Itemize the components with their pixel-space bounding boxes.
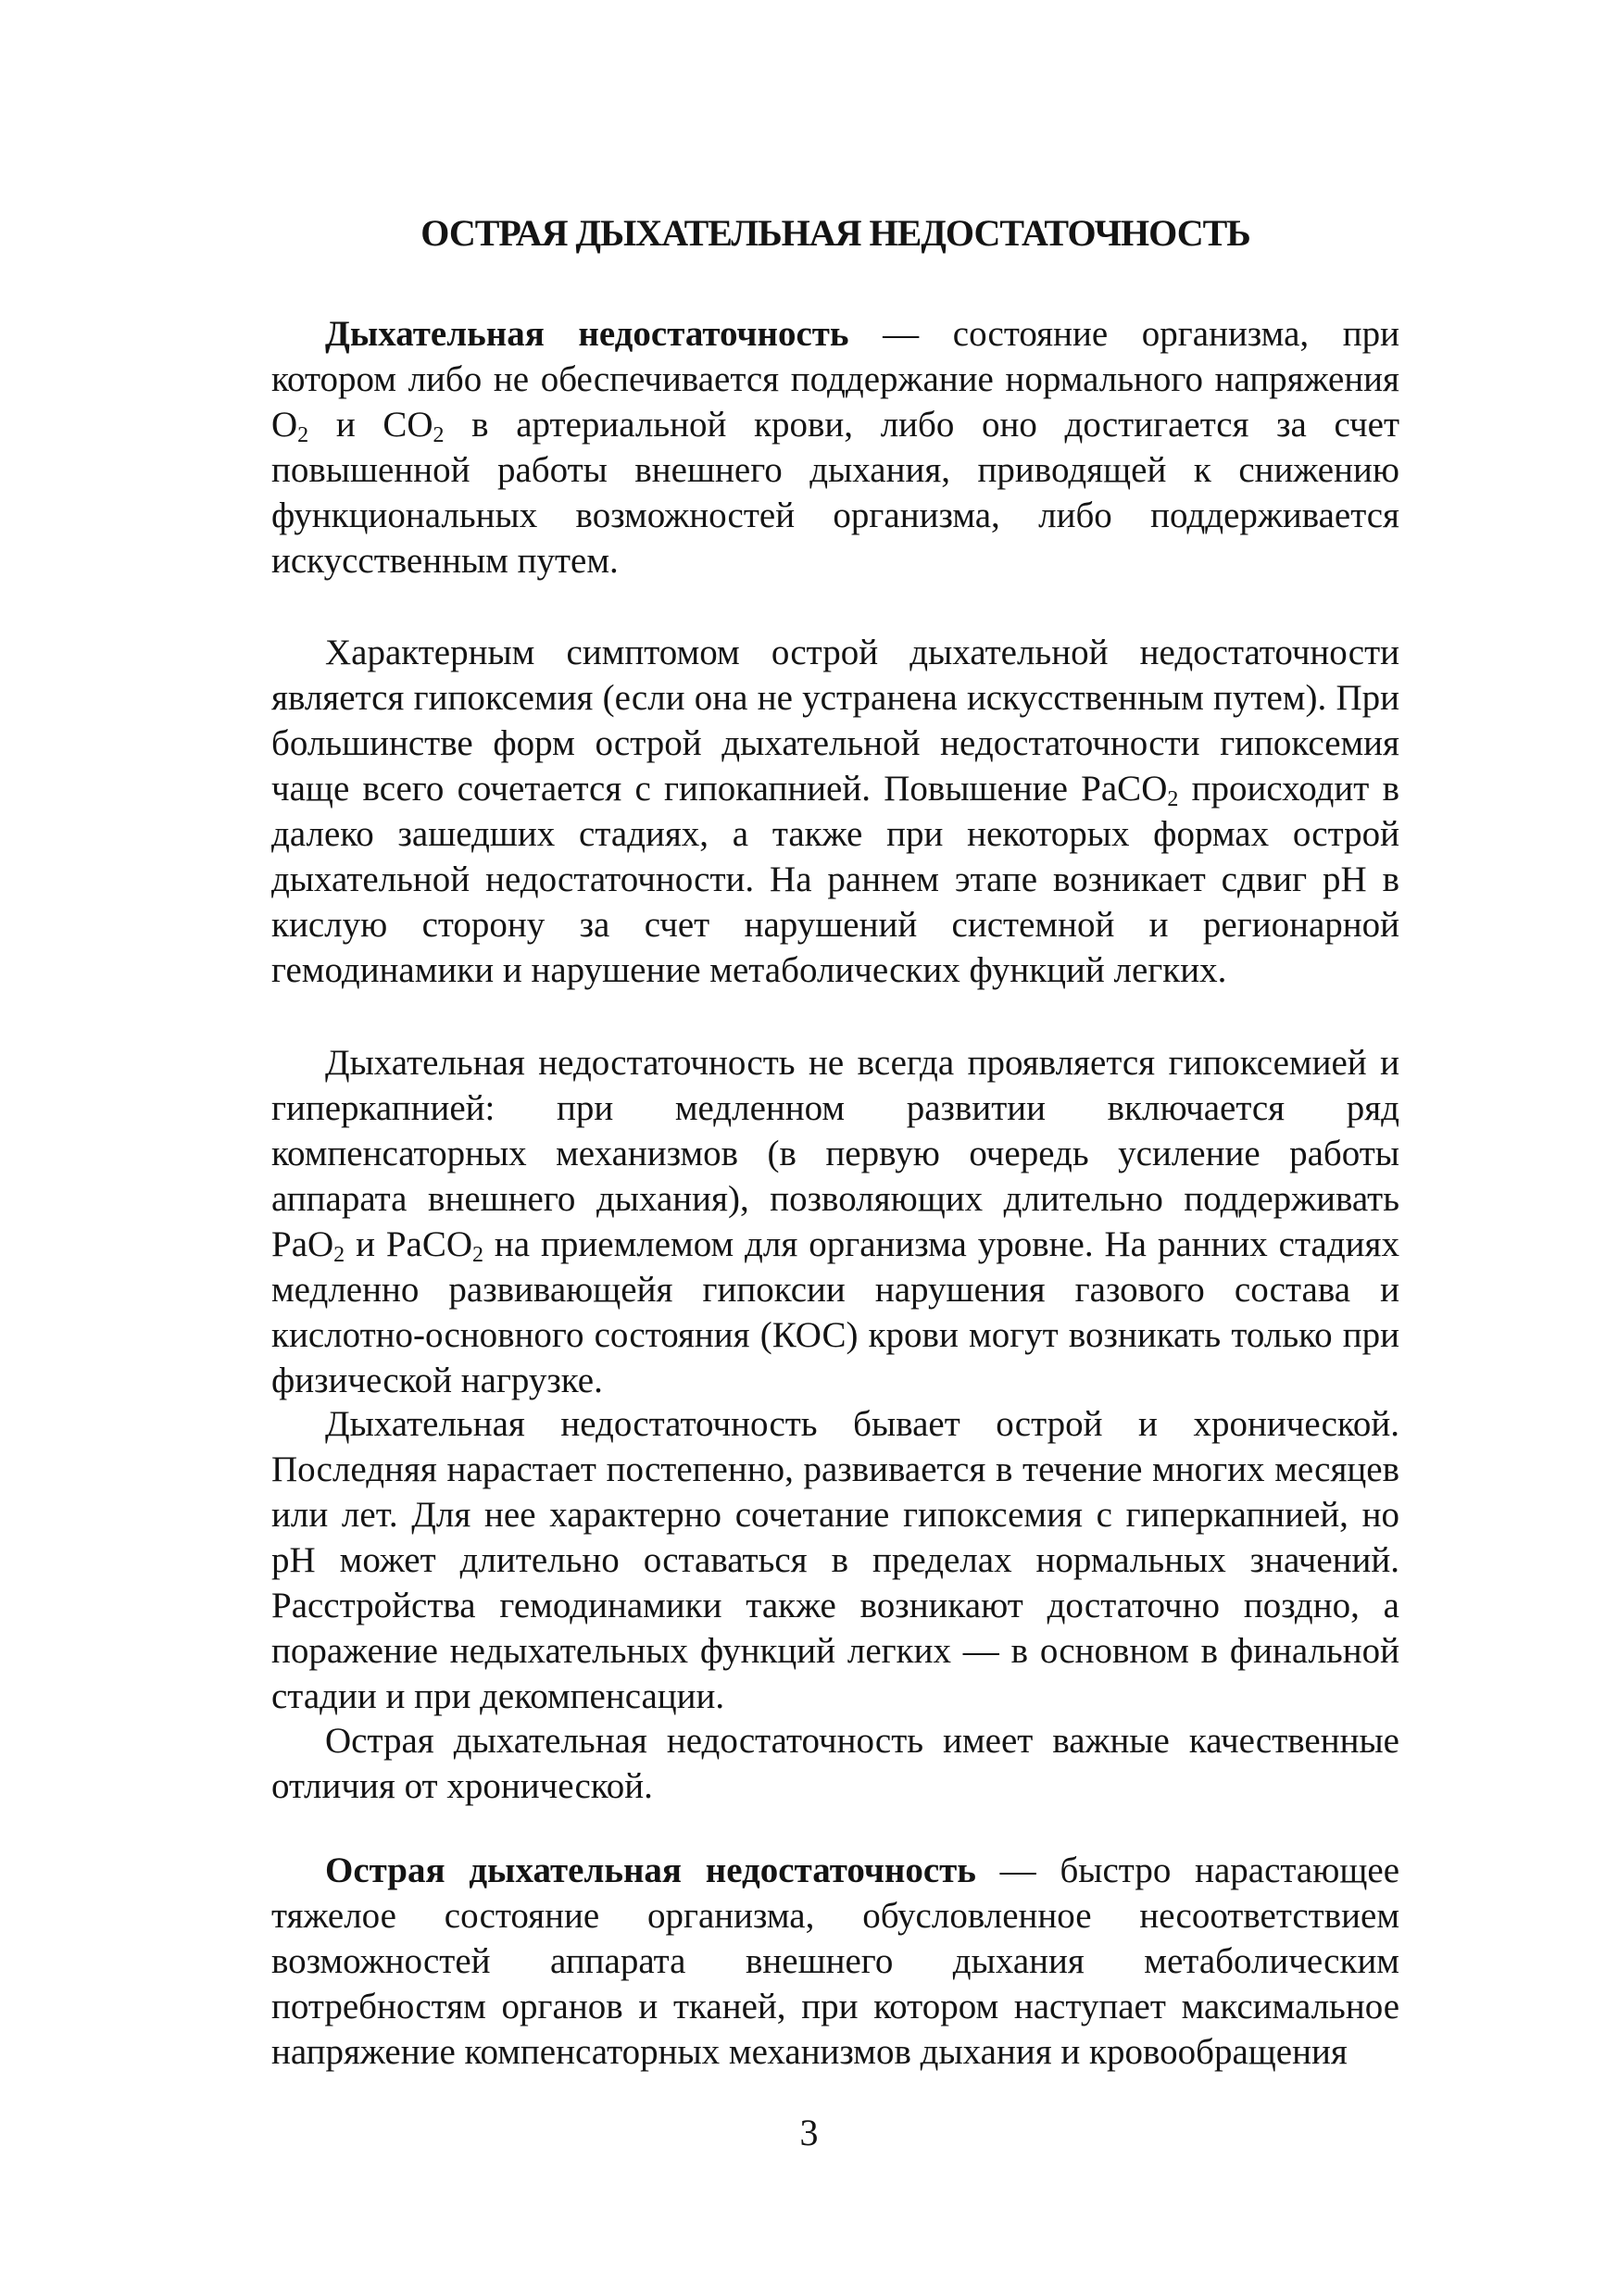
p3-text-1: Дыхательная недостаточность не всегда проявляется гипоксемией и гиперкапнией: при медленном развитии включается ряд компенсаторных механизмов (в первую очередь усиление работы аппарата внешнего дыхания), позволяющих длительно поддерживать PaO	[271, 1043, 1399, 1264]
page-title: ОСТРАЯ ДЫХАТЕЛЬНАЯ НЕДОСТАТОЧНОСТЬ	[420, 212, 1250, 254]
paragraph-compensatory-mechanisms	[271, 1040, 1399, 1403]
p6-text: — быстро нарастающее тяжелое состояние организма, обусловленное несоответствием возможностей аппарата внешнего дыхания метаболическим потребностям органов и тканей, при котором наступает максимальное напряжение компенсаторных механизмов дыхания и кровообращения	[271, 1851, 1400, 2072]
p3-text-3: на приемлемом для организма уровне. На ранних стадиях медленно развивающейя гипоксии нарушения газового состава и кислотно-основного состояния (КОС) крови могут возникать только при физической нагрузке.	[271, 1224, 1399, 1400]
paragraph-acute-and-chronic: Дыхательная недостаточность бывает острой и хронической. Последняя нарастает постепенно, развивается в течение многих месяцев или лет. Для нее характерно сочетание гипоксемия с гиперкапнией, но pH может длительно оставаться в пределах нормальных значений. Расстройства гемодинамики также возникают достаточно поздно, а поражение недыхательных функций легких — в основном в финальной стадии и при декомпенсации.	[271, 1404, 1399, 1716]
paragraph-hypoxemia-symptom	[271, 630, 1399, 993]
p3-text-2: и PaCO	[345, 1224, 473, 1264]
p1-subscript-1: 2	[297, 423, 309, 447]
p2-subscript-1: 2	[1167, 787, 1179, 811]
term-respiratory-failure: Дыхательная недостаточность	[325, 314, 849, 354]
paragraph-qualitative-differences: Острая дыхательная недостаточность имеет важные качественные отличия от хронической.	[271, 1721, 1399, 1806]
p1-subscript-2: 2	[433, 423, 445, 447]
p1-text-2: и CO	[308, 405, 433, 445]
paragraph-definition-acute-respiratory-failure	[271, 1848, 1399, 2075]
p1-text-3: в артериальной крови, либо оно достигается за счет повышенной работы внешнего дыхания, приводящей к снижению функциональных возможностей организма, либо поддерживается искусственным путем.	[271, 405, 1399, 581]
p2-text-2: происходит в далеко зашедших стадиях, а также при некоторых формах острой дыхательной недостаточности. На раннем этапе возникает сдвиг pH в кислую сторону за счет нарушений системной и регионарной гемодинамики и нарушение метаболических функций легких.	[271, 769, 1399, 990]
page-number: 3	[799, 2112, 819, 2153]
p2-text-1: Характерным симптомом острой дыхательной недостаточности является гипоксемия (если она не устранена искусственным путем). При большинстве форм острой дыхательной недостаточности гипоксемия чаще всего сочетается с гипокапнией. Повышение PaCO	[271, 633, 1399, 809]
p3-subscript-2: 2	[472, 1243, 484, 1267]
p1-text-1: — состояние организма, при котором либо не обеспечивается поддержание нормального напряжения O	[271, 314, 1399, 445]
p3-subscript-1: 2	[333, 1243, 345, 1267]
term-acute-respiratory-failure: Острая дыхательная недостаточность	[325, 1851, 976, 1890]
paragraph-definition-respiratory-failure	[271, 311, 1399, 583]
